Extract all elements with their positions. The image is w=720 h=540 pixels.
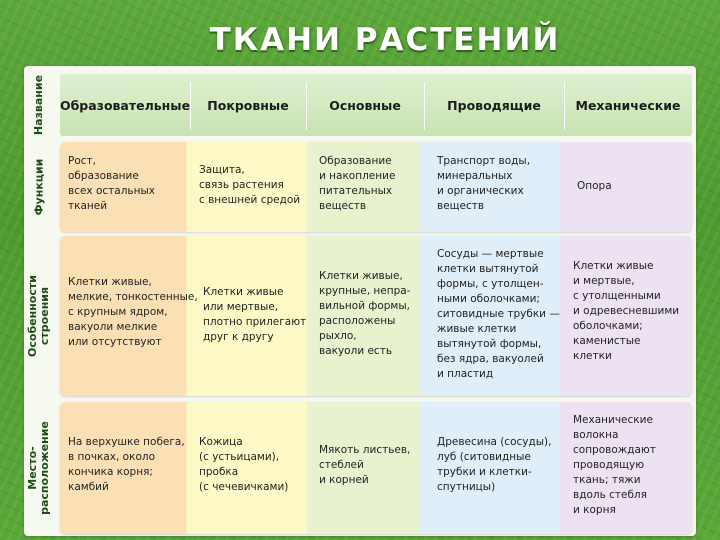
cell-structure-conductive: Сосуды — мертвые клетки вытянутой формы, с утолщен- ными оболочками; ситовидные трубки — живые клетки вытянутой формы, без ядра, вакуолей и пластид [437, 248, 560, 380]
row-label-location [24, 402, 54, 534]
row-label-name-text: Название [32, 74, 45, 136]
cell-location-conductive: Древесина (сосуды), луб (ситовидные трубки и клетки- спутницы) [437, 436, 552, 493]
cell-structure-integumentary: Клетки живые или мертвые, плотно прилегают друг к другу [203, 286, 307, 343]
cell-functions-conductive: Транспорт воды, минеральных и органических веществ [437, 155, 531, 212]
column-header-integumentary: Покровные [207, 97, 289, 113]
column-header-ground: Основные [329, 97, 401, 113]
column-header-conductive: Проводящие [447, 97, 541, 113]
row-label-location-text: Место- расположение [26, 421, 52, 515]
column-header-educational: Образовательные [59, 97, 191, 113]
cell-location-mechanical: Механические волокна сопровождают проводящую ткань; тяжи вдоль стебля и корня [573, 414, 656, 516]
row-label-structure [24, 236, 54, 396]
cell-location-ground: Мякоть листьев, стеблей и корней [319, 444, 411, 486]
row-label-functions-text: Функции [32, 158, 45, 216]
row-label-structure-text: Особенности строения [26, 275, 51, 357]
row-label-functions [24, 142, 54, 232]
cell-structure-educational: Клетки живые, мелкие, тонкостенные, с крупным ядром, вакуоли мелкие или отсутствуют [68, 276, 198, 348]
cell-structure-ground: Клетки живые, крупные, непра- вильной формы, расположены рыхло, вакуоли есть [319, 270, 411, 357]
cell-functions-ground: Образование и накопление питательных веществ [319, 155, 396, 212]
column-header-mechanical: Механические [575, 97, 681, 113]
cell-structure-mechanical: Клетки живые и мертвые, с утолщенными и одревесневшими оболочками; каменистые клетки [573, 260, 680, 362]
cell-functions-integumentary: Защита, связь растения с внешней средой [199, 164, 301, 206]
page-title: ТКАНИ РАСТЕНИЙ [209, 22, 561, 58]
cell-functions-educational: Рост, образование всех остальных тканей [68, 155, 155, 212]
row-label-name [24, 72, 54, 138]
cell-location-educational: На верхушке побега, в почках, около кончика корня; камбий [68, 436, 185, 493]
cell-functions-mechanical: Опора [577, 180, 612, 192]
cell-location-integumentary: Кожица (с устьицами), пробка (с чечевичками) [199, 436, 289, 493]
